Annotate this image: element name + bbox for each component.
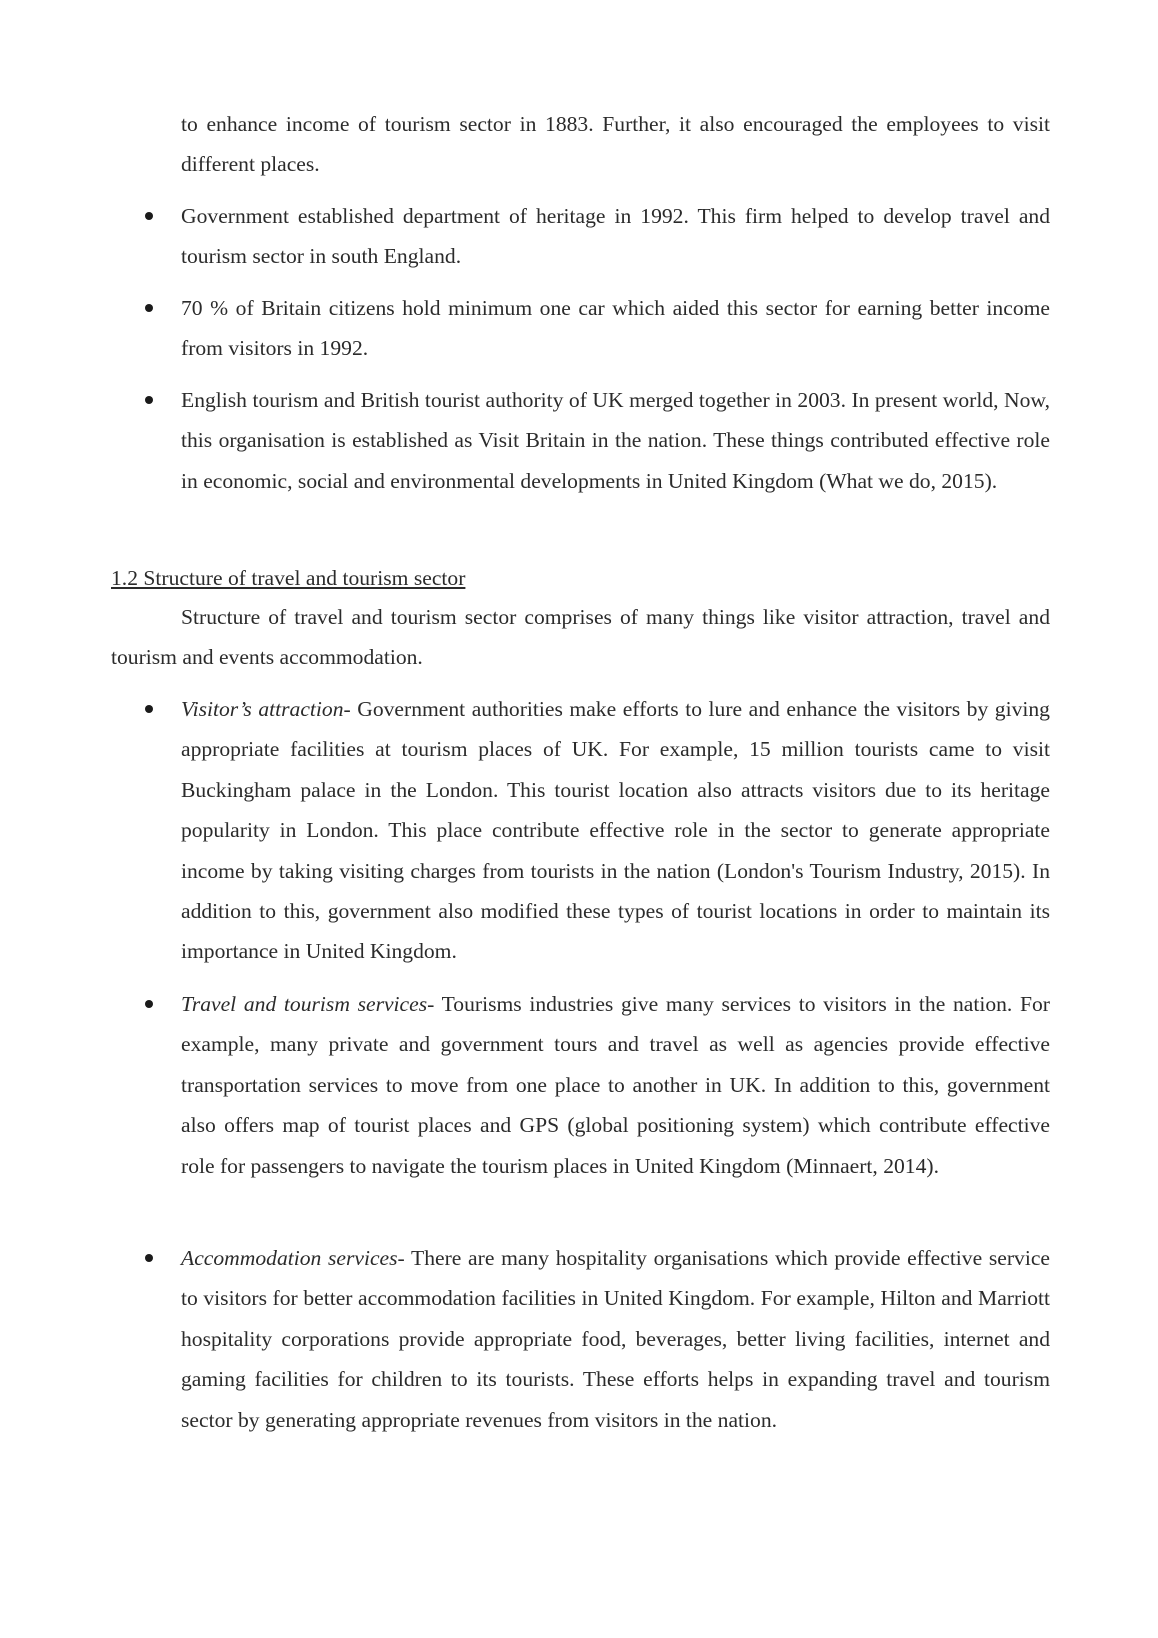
bullet-term: Accommodation services- xyxy=(181,1246,405,1270)
list-item: Government established department of heritage in 1992. This firm helped to develop travel and tourism sector in south England. xyxy=(181,204,1050,269)
bullet-icon xyxy=(145,705,153,713)
bullet-icon xyxy=(145,304,153,312)
intro-paragraph: Structure of travel and tourism sector comprises of many things like visitor attraction, travel and tourism and events accommodation. xyxy=(111,605,1050,670)
list-item xyxy=(181,984,1050,1186)
bullet-icon xyxy=(145,1254,153,1262)
bullet-body: Government authorities make efforts to lure and enhance the visitors by giving appropriate facilities at tourism places of UK. For example, 15 million tourists came to visit Buckingham palace in the London. This tourist location also attracts visitors due to its heritage popularity in London. This place contribute effective role in the sector to generate appropriate income by taking visiting charges from tourists in the nation (London's Tourism Industry, 2015). In addition to this, government also modified these types of tourist locations in order to maintain its importance in United Kingdom. xyxy=(181,697,1050,964)
bullet-body: Tourisms industries give many services to visitors in the nation. For example, many private and government tours and travel as well as agencies provide effective transportation services to move from one place to another in UK. In addition to this, government also offers map of tourist places and GPS (global positioning system) which contribute effective role for passengers to navigate the tourism places in United Kingdom (Minnaert, 2014). xyxy=(181,992,1050,1178)
list-item: 70 % of Britain citizens hold minimum one car which aided this sector for earning better income from visitors in 1992. xyxy=(181,296,1050,361)
bullet-term: Travel and tourism services- xyxy=(181,992,435,1016)
list-item: English tourism and British tourist authority of UK merged together in 2003. In present world, Now, this organisation is established as Visit Britain in the nation. These things contributed effective role in economic, social and environmental developments in United Kingdom (What we do, 2015). xyxy=(181,388,1050,493)
bullet-body: There are many hospitality organisations which provide effective service to visitors for better accommodation facilities in United Kingdom. For example, Hilton and Marriott hospitality corporations provide appropriate food, beverages, better living facilities, internet and gaming facilities for children to its tourists. These efforts helps in expanding travel and tourism sector by generating appropriate revenues from visitors in the nation. xyxy=(181,1246,1051,1432)
continuation-paragraph: to enhance income of tourism sector in 1883. Further, it also encouraged the employees to visit different places. xyxy=(181,112,1050,177)
bullet-icon xyxy=(145,1000,153,1008)
list-item xyxy=(181,689,1050,972)
bullet-term: Visitor’s attraction- xyxy=(181,697,351,721)
bullet-icon xyxy=(145,396,153,404)
section-heading: 1.2 Structure of travel and tourism sector xyxy=(111,566,466,590)
list-item xyxy=(181,1238,1050,1440)
bullet-icon xyxy=(145,212,153,220)
